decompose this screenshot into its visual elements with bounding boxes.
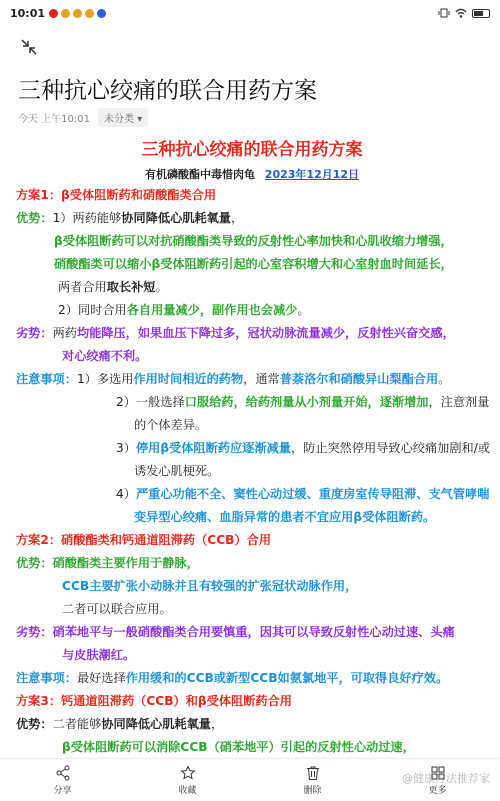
chevron-down-icon: ▾ (137, 114, 143, 125)
text-line: 劣势：硝苯地平与一般硝酸酯类合用要慎重，因其可以导致反射性心动过速、头痛 (16, 625, 455, 639)
favorite-label: 收藏 (178, 785, 197, 796)
share-label: 分享 (53, 785, 72, 796)
share-icon (55, 765, 71, 781)
app-notification-icon (49, 9, 58, 18)
favorite-button[interactable] (125, 759, 250, 801)
text-line: 的个体差异。 (134, 418, 208, 432)
byline (16, 166, 488, 182)
text-line: 两者合用取长补短。 (58, 280, 168, 294)
text-line: 与皮肤潮红。 (62, 648, 136, 662)
text-line: 4）严重心功能不全、窦性心动过缓、重度房室传导阻滞、支气管哮喘 (116, 487, 490, 501)
vibrate-icon (438, 8, 450, 18)
article-heading: 三种抗心绞痛的联合用药方案 (141, 140, 363, 160)
app-notification-icon (61, 9, 70, 18)
delete-button[interactable] (250, 759, 375, 801)
text-line: 优势：1）两药能够协同降低心肌耗氧量， (16, 211, 244, 225)
star-icon (180, 765, 196, 781)
category-dropdown[interactable] (98, 108, 148, 127)
text-line: β受体阻断药可以消除CCB（硝苯地平）引起的反射性心动过速， (62, 740, 415, 754)
article-date-link[interactable]: 2023年12月12日 (264, 168, 360, 181)
section-heading: 方案1：β受体阻断药和硝酸酯类合用 (16, 188, 217, 202)
trash-icon (305, 765, 321, 781)
text-line: 优势：二者能够协同降低心肌耗氧量， (16, 717, 224, 731)
delete-label: 删除 (303, 785, 322, 796)
status-bar (0, 0, 500, 26)
text-line: 变异型心绞痛、血脂异常的患者不宜应用β受体阻断药。 (134, 510, 436, 524)
text-line: β受体阻断药可以对抗硝酸酯类导致的反射性心率加快和心肌收缩力增强， (54, 234, 453, 248)
text-line: 二者可以联合应用。 (62, 602, 172, 616)
app-notification-icon (73, 9, 82, 18)
text-line: 硝酸酯类可以缩小β受体阻断药引起的心室容积增大和心室射血时间延长， (54, 257, 453, 271)
text-line: 对心绞痛不利。 (62, 349, 148, 363)
text-line: 优势：硝酸酯类主要作用于静脉， (16, 556, 199, 570)
category-label: 未分类 (104, 114, 134, 125)
text-line: 注意事项：最好选择作用缓和的CCB或新型CCB如氨氯地平，可取得良好疗效。 (16, 671, 449, 685)
system-icons (438, 8, 490, 18)
battery-icon (472, 9, 490, 18)
notification-icons (49, 9, 106, 18)
text-line: 3）停用β受体阻断药应逐渐减量，防止突然停用导致心绞痛加剧和/或 (116, 441, 491, 455)
app-notification-icon (97, 9, 106, 18)
app-notification-icon (85, 9, 94, 18)
share-button[interactable] (0, 759, 125, 801)
article-body (16, 130, 491, 778)
section-heading: 方案3：钙通道阻滞药（CCB）和β受体阻断药合用 (16, 694, 292, 708)
text-line: 劣势：两药均能降压，如果血压下降过多，冠状动脉流量减少，反射性兴奋交感， (16, 326, 455, 340)
collapse-icon[interactable] (20, 38, 38, 56)
text-line: 注意事项：1）多选用作用时间相近的药物，通常普萘洛尔和硝酸异山梨酯合用。 (16, 372, 451, 386)
wifi-icon (455, 8, 467, 18)
text-line: CCB主要扩张小动脉并且有较强的扩张冠状动脉作用， (62, 579, 358, 593)
watermark: @健康方法推荐家 (402, 772, 490, 785)
page-title: 三种抗心绞痛的联合用药方案 (18, 78, 317, 104)
author: 有机磷酸酯中毒惜肉龟 (144, 168, 255, 181)
note-date: 今天 上午10:01 (18, 114, 90, 125)
more-label: 更多 (428, 785, 447, 796)
status-time: 10:01 (10, 6, 46, 20)
text-line: 2）同时合用各自用量减少，副作用也会减少。 (58, 303, 310, 317)
text-line: 2）一般选择口服给药，给药剂量从小剂量开始，逐渐增加，注意剂量 (116, 395, 490, 409)
text-line: 诱发心肌梗死。 (134, 464, 220, 478)
note-meta (18, 108, 148, 127)
section-heading: 方案2：硝酸酯类和钙通道阻滞药（CCB）合用 (16, 533, 272, 547)
